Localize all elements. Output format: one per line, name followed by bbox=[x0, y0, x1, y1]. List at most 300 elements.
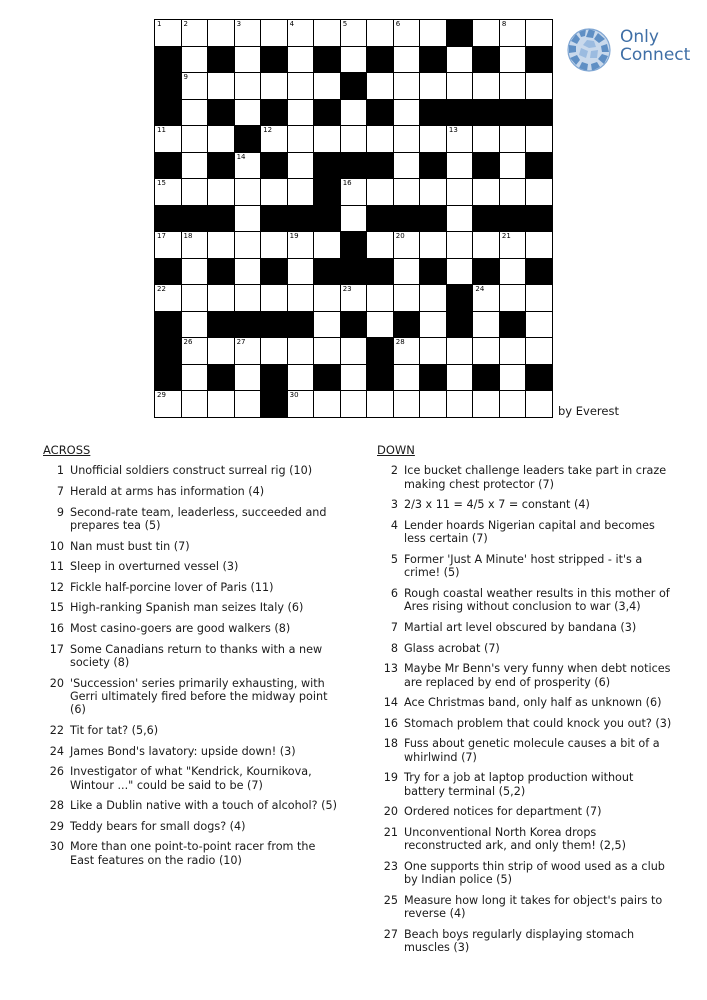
cell-number: 23 bbox=[342, 285, 352, 294]
grid-cell[interactable] bbox=[367, 126, 394, 153]
grid-cell[interactable] bbox=[394, 365, 421, 392]
clue-number: 25 bbox=[383, 893, 398, 907]
clue-text: 2/3 x 11 = 4/5 x 7 = constant (4) bbox=[404, 498, 590, 512]
across-clue-list bbox=[43, 464, 343, 867]
black-square bbox=[261, 47, 288, 74]
clue-text: Most casino-goers are good walkers (8) bbox=[70, 621, 291, 635]
grid-cell[interactable] bbox=[447, 153, 474, 180]
grid-cell[interactable] bbox=[500, 73, 527, 100]
grid-cell[interactable] bbox=[447, 179, 474, 206]
clue-text: Martial art level obscured by bandana (3) bbox=[404, 621, 637, 634]
grid-cell[interactable] bbox=[473, 232, 500, 259]
down-clue[interactable] bbox=[377, 771, 677, 798]
grid-cell[interactable] bbox=[526, 391, 553, 418]
black-square bbox=[526, 153, 553, 180]
black-square bbox=[420, 259, 447, 286]
grid-cell[interactable] bbox=[420, 312, 447, 339]
clue-text: Maybe Mr Benn's very funny when debt notices are replaced by end of prosperity (6) bbox=[404, 662, 671, 689]
clue-text: 'Succession' series primarily exhausting, with Gerri ultimately fired before the midway point (6) bbox=[70, 676, 328, 717]
grid-cell[interactable] bbox=[288, 365, 315, 392]
cell-number: 30 bbox=[289, 391, 299, 400]
cell-number: 13 bbox=[448, 126, 458, 135]
across-clue[interactable] bbox=[43, 820, 343, 833]
black-square bbox=[155, 259, 182, 286]
grid-cell[interactable] bbox=[526, 126, 553, 153]
cell-number: 26 bbox=[183, 338, 193, 347]
clue-text: Beach boys regularly displaying stomach muscles (3) bbox=[404, 927, 635, 955]
grid-cell[interactable] bbox=[420, 20, 447, 47]
grid-cell[interactable] bbox=[182, 47, 209, 74]
grid-cell[interactable] bbox=[394, 20, 421, 47]
black-square bbox=[314, 259, 341, 286]
grid-cell[interactable] bbox=[235, 100, 262, 127]
grid-cell[interactable] bbox=[288, 73, 315, 100]
grid-cell[interactable] bbox=[473, 179, 500, 206]
clue-text: Nan must bust tin (7) bbox=[70, 539, 190, 553]
down-clue[interactable] bbox=[377, 696, 677, 709]
grid-cell[interactable] bbox=[235, 285, 262, 312]
down-clue[interactable] bbox=[377, 805, 677, 818]
black-square bbox=[367, 100, 394, 127]
grid-cell[interactable] bbox=[314, 20, 341, 47]
grid-cell[interactable] bbox=[341, 20, 368, 47]
black-square bbox=[420, 206, 447, 233]
down-clue[interactable] bbox=[377, 928, 677, 955]
grid-cell[interactable] bbox=[394, 73, 421, 100]
black-square bbox=[155, 47, 182, 74]
grid-cell[interactable] bbox=[288, 100, 315, 127]
grid-cell[interactable] bbox=[341, 391, 368, 418]
grid-cell[interactable] bbox=[420, 391, 447, 418]
grid-cell[interactable] bbox=[208, 285, 235, 312]
across-clue[interactable] bbox=[43, 799, 343, 812]
black-square bbox=[314, 365, 341, 392]
grid-cell[interactable] bbox=[526, 338, 553, 365]
black-square bbox=[500, 312, 527, 339]
cell-number: 6 bbox=[395, 20, 401, 28]
grid-cell[interactable] bbox=[394, 153, 421, 180]
clue-number: 24 bbox=[49, 744, 64, 758]
clue-text: Ordered notices for department (7) bbox=[404, 805, 602, 819]
clue-text: Herald at arms has information (4) bbox=[70, 485, 265, 498]
grid-cell[interactable] bbox=[288, 47, 315, 74]
grid-cell[interactable] bbox=[526, 179, 553, 206]
clue-text: High-ranking Spanish man seizes Italy (6) bbox=[70, 601, 304, 615]
grid-cell[interactable] bbox=[394, 100, 421, 127]
black-square bbox=[261, 153, 288, 180]
grid-cell[interactable] bbox=[447, 206, 474, 233]
clue-text: Fickle half-porcine lover of Paris (11) bbox=[70, 580, 274, 594]
down-clue[interactable] bbox=[377, 553, 677, 580]
clue-number: 22 bbox=[49, 723, 64, 737]
down-clue[interactable] bbox=[377, 894, 677, 921]
grid-cell[interactable] bbox=[500, 20, 527, 47]
grid-cell[interactable] bbox=[155, 232, 182, 259]
clue-text: Sleep in overturned vessel (3) bbox=[70, 560, 239, 574]
grid-cell[interactable] bbox=[447, 126, 474, 153]
clue-number: 7 bbox=[390, 621, 398, 634]
grid-cell[interactable] bbox=[182, 20, 209, 47]
clue-text: Tit for tat? (5,6) bbox=[70, 723, 159, 737]
grid-cell[interactable] bbox=[447, 391, 474, 418]
grid-cell[interactable] bbox=[473, 391, 500, 418]
grid-cell[interactable] bbox=[473, 338, 500, 365]
grid-cell[interactable] bbox=[261, 179, 288, 206]
cell-number: 18 bbox=[183, 232, 193, 241]
grid-cell[interactable] bbox=[288, 338, 315, 365]
grid-cell[interactable] bbox=[394, 391, 421, 418]
grid-cell[interactable] bbox=[500, 259, 527, 286]
grid-cell[interactable] bbox=[208, 126, 235, 153]
grid-cell[interactable] bbox=[394, 126, 421, 153]
grid-cell[interactable] bbox=[341, 285, 368, 312]
clue-text: Some Canadians return to thanks with a new society (8) bbox=[70, 642, 323, 669]
black-square bbox=[155, 100, 182, 127]
grid-cell[interactable] bbox=[261, 126, 288, 153]
clue-text: Ice bucket challenge leaders take part in craze making chest protector (7) bbox=[404, 464, 667, 491]
logo-line-1: Only bbox=[620, 27, 659, 47]
grid-cell[interactable] bbox=[341, 179, 368, 206]
grid-cell[interactable] bbox=[447, 259, 474, 286]
clue-number: 29 bbox=[49, 819, 64, 833]
black-square bbox=[473, 206, 500, 233]
across-clues bbox=[43, 444, 343, 874]
across-heading: ACROSS bbox=[43, 443, 91, 457]
grid-cell[interactable] bbox=[208, 391, 235, 418]
grid-cell[interactable] bbox=[261, 73, 288, 100]
grid-cell[interactable] bbox=[447, 73, 474, 100]
black-square bbox=[314, 153, 341, 180]
black-square bbox=[182, 206, 209, 233]
grid-cell[interactable] bbox=[288, 20, 315, 47]
grid-cell[interactable] bbox=[394, 338, 421, 365]
across-clue[interactable] bbox=[43, 506, 343, 533]
down-clue[interactable] bbox=[377, 662, 677, 689]
grid-cell[interactable] bbox=[182, 312, 209, 339]
black-square bbox=[341, 73, 368, 100]
grid-cell[interactable] bbox=[182, 126, 209, 153]
black-square bbox=[420, 100, 447, 127]
black-square bbox=[155, 365, 182, 392]
grid-cell[interactable] bbox=[288, 391, 315, 418]
black-square bbox=[314, 179, 341, 206]
grid-cell[interactable] bbox=[420, 126, 447, 153]
down-clue[interactable] bbox=[377, 826, 677, 853]
grid-cell[interactable] bbox=[182, 73, 209, 100]
across-clue[interactable] bbox=[43, 643, 343, 670]
across-clue[interactable] bbox=[43, 724, 343, 737]
clue-text: Stomach problem that could knock you out? (3) bbox=[404, 716, 672, 730]
grid-cell[interactable] bbox=[288, 153, 315, 180]
grid-cell[interactable] bbox=[314, 126, 341, 153]
grid-cell[interactable] bbox=[367, 20, 394, 47]
across-clue[interactable] bbox=[43, 485, 343, 498]
across-clue[interactable] bbox=[43, 560, 343, 573]
grid-cell[interactable] bbox=[473, 312, 500, 339]
grid-cell[interactable] bbox=[526, 232, 553, 259]
grid-cell[interactable] bbox=[288, 126, 315, 153]
grid-cell[interactable] bbox=[261, 20, 288, 47]
grid-cell[interactable] bbox=[447, 365, 474, 392]
grid-cell[interactable] bbox=[447, 338, 474, 365]
grid-cell[interactable] bbox=[155, 285, 182, 312]
black-square bbox=[208, 365, 235, 392]
grid-cell[interactable] bbox=[235, 259, 262, 286]
black-square bbox=[261, 206, 288, 233]
grid-cell[interactable] bbox=[420, 285, 447, 312]
across-clue[interactable] bbox=[43, 677, 343, 717]
down-clue[interactable] bbox=[377, 519, 677, 546]
grid-cell[interactable] bbox=[367, 73, 394, 100]
clue-text: One supports thin strip of wood used as a club by Indian police (5) bbox=[404, 859, 665, 887]
black-square bbox=[155, 312, 182, 339]
grid-cell[interactable] bbox=[394, 285, 421, 312]
grid-cell[interactable] bbox=[394, 259, 421, 286]
across-clue[interactable] bbox=[43, 464, 343, 477]
grid-cell[interactable] bbox=[420, 179, 447, 206]
cell-number: 16 bbox=[342, 179, 352, 188]
grid-cell[interactable] bbox=[182, 259, 209, 286]
clue-number: 14 bbox=[383, 696, 398, 710]
clue-number: 2 bbox=[390, 464, 398, 478]
across-clue[interactable] bbox=[43, 581, 343, 594]
grid-cell[interactable] bbox=[394, 47, 421, 74]
grid-cell[interactable] bbox=[314, 338, 341, 365]
cell-number: 15 bbox=[157, 179, 166, 188]
grid-cell[interactable] bbox=[526, 312, 553, 339]
grid-cell[interactable] bbox=[341, 206, 368, 233]
clue-text: Unofficial soldiers construct surreal rig (10) bbox=[70, 464, 313, 478]
black-square bbox=[314, 206, 341, 233]
clue-number: 7 bbox=[56, 485, 64, 498]
grid-cell[interactable] bbox=[155, 391, 182, 418]
crossword-grid[interactable] bbox=[154, 19, 553, 418]
black-square bbox=[526, 206, 553, 233]
black-square bbox=[473, 100, 500, 127]
grid-cell[interactable] bbox=[341, 100, 368, 127]
clue-text: Like a Dublin native with a touch of alcohol? (5) bbox=[70, 799, 337, 813]
black-square bbox=[447, 285, 474, 312]
grid-cell[interactable] bbox=[500, 338, 527, 365]
grid-cell[interactable] bbox=[288, 179, 315, 206]
grid-cell[interactable] bbox=[314, 285, 341, 312]
grid-cell[interactable] bbox=[473, 285, 500, 312]
grid-cell[interactable] bbox=[500, 179, 527, 206]
grid-cell[interactable] bbox=[182, 285, 209, 312]
black-square bbox=[261, 312, 288, 339]
clue-number: 20 bbox=[49, 676, 64, 690]
grid-cell[interactable] bbox=[235, 206, 262, 233]
black-square bbox=[447, 100, 474, 127]
grid-cell[interactable] bbox=[261, 232, 288, 259]
down-clue[interactable] bbox=[377, 587, 677, 614]
cell-number: 14 bbox=[236, 152, 246, 161]
grid-cell[interactable] bbox=[235, 73, 262, 100]
across-clue[interactable] bbox=[43, 840, 343, 867]
black-square bbox=[473, 365, 500, 392]
down-clue[interactable] bbox=[377, 498, 677, 511]
down-clue[interactable] bbox=[377, 860, 677, 887]
grid-cell[interactable] bbox=[314, 232, 341, 259]
grid-cell[interactable] bbox=[500, 47, 527, 74]
clue-number: 3 bbox=[390, 498, 398, 512]
clue-text: Former 'Just A Minute' host stripped - it's a crime! (5) bbox=[404, 553, 643, 580]
grid-cell[interactable] bbox=[447, 47, 474, 74]
grid-cell[interactable] bbox=[500, 232, 527, 259]
grid-cell[interactable] bbox=[288, 285, 315, 312]
grid-cell[interactable] bbox=[473, 20, 500, 47]
grid-cell[interactable] bbox=[235, 338, 262, 365]
grid-cell[interactable] bbox=[208, 338, 235, 365]
grid-cell[interactable] bbox=[341, 126, 368, 153]
grid-cell[interactable] bbox=[155, 126, 182, 153]
grid-cell[interactable] bbox=[473, 126, 500, 153]
down-clue[interactable] bbox=[377, 737, 677, 764]
black-square bbox=[526, 365, 553, 392]
grid-cell[interactable] bbox=[500, 126, 527, 153]
grid-cell[interactable] bbox=[367, 179, 394, 206]
black-square bbox=[341, 259, 368, 286]
grid-cell[interactable] bbox=[526, 20, 553, 47]
grid-cell[interactable] bbox=[182, 338, 209, 365]
grid-cell[interactable] bbox=[208, 232, 235, 259]
grid-cell[interactable] bbox=[341, 47, 368, 74]
clue-number: 5 bbox=[390, 553, 398, 566]
grid-cell[interactable] bbox=[500, 153, 527, 180]
grid-cell[interactable] bbox=[235, 391, 262, 418]
grid-cell[interactable] bbox=[367, 312, 394, 339]
black-square bbox=[155, 73, 182, 100]
grid-cell[interactable] bbox=[341, 338, 368, 365]
down-clue[interactable] bbox=[377, 464, 677, 491]
cell-number: 24 bbox=[475, 285, 485, 294]
grid-cell[interactable] bbox=[155, 179, 182, 206]
grid-cell[interactable] bbox=[526, 73, 553, 100]
grid-cell[interactable] bbox=[288, 232, 315, 259]
across-clue[interactable] bbox=[43, 745, 343, 758]
clue-text: More than one point-to-point racer from the East features on the radio (10) bbox=[70, 840, 316, 867]
grid-cell[interactable] bbox=[208, 179, 235, 206]
grid-cell[interactable] bbox=[208, 73, 235, 100]
grid-cell[interactable] bbox=[500, 285, 527, 312]
grid-cell[interactable] bbox=[182, 232, 209, 259]
black-square bbox=[394, 312, 421, 339]
down-clue[interactable] bbox=[377, 621, 677, 634]
clue-text: James Bond's lavatory: upside down! (3) bbox=[70, 744, 296, 758]
black-square bbox=[208, 153, 235, 180]
grid-cell[interactable] bbox=[235, 232, 262, 259]
grid-cell[interactable] bbox=[500, 391, 527, 418]
black-square bbox=[155, 153, 182, 180]
grid-cell[interactable] bbox=[420, 338, 447, 365]
clue-number: 10 bbox=[49, 539, 64, 553]
clue-number: 18 bbox=[383, 737, 398, 751]
grid-cell[interactable] bbox=[235, 20, 262, 47]
grid-cell[interactable] bbox=[420, 232, 447, 259]
cell-number: 2 bbox=[183, 20, 188, 28]
grid-cell[interactable] bbox=[394, 232, 421, 259]
grid-cell[interactable] bbox=[182, 391, 209, 418]
black-square bbox=[208, 259, 235, 286]
grid-cell[interactable] bbox=[155, 20, 182, 47]
black-square bbox=[261, 259, 288, 286]
clue-number: 1 bbox=[56, 464, 64, 478]
down-clues bbox=[377, 444, 677, 962]
grid-cell[interactable] bbox=[367, 232, 394, 259]
clue-number: 11 bbox=[49, 560, 64, 574]
grid-cell[interactable] bbox=[182, 153, 209, 180]
across-clue[interactable] bbox=[43, 601, 343, 614]
grid-cell[interactable] bbox=[288, 259, 315, 286]
clue-text: Measure how long it takes for object's pairs to reverse (4) bbox=[404, 893, 663, 921]
black-square bbox=[341, 312, 368, 339]
black-square bbox=[500, 206, 527, 233]
clue-number: 21 bbox=[383, 825, 398, 839]
grid-cell[interactable] bbox=[473, 73, 500, 100]
grid-cell[interactable] bbox=[500, 365, 527, 392]
grid-cell[interactable] bbox=[182, 365, 209, 392]
clue-number: 27 bbox=[383, 927, 398, 941]
clue-text: Glass acrobat (7) bbox=[404, 641, 500, 655]
grid-cell[interactable] bbox=[235, 153, 262, 180]
grid-cell[interactable] bbox=[341, 365, 368, 392]
black-square bbox=[473, 153, 500, 180]
grid-cell[interactable] bbox=[367, 391, 394, 418]
grid-cell[interactable] bbox=[314, 73, 341, 100]
cell-number: 3 bbox=[236, 20, 242, 28]
clue-number: 16 bbox=[383, 716, 398, 730]
cell-number: 27 bbox=[236, 338, 246, 347]
black-square bbox=[367, 365, 394, 392]
down-clue[interactable] bbox=[377, 717, 677, 730]
grid-cell[interactable] bbox=[314, 312, 341, 339]
black-square bbox=[208, 100, 235, 127]
grid-cell[interactable] bbox=[235, 179, 262, 206]
grid-cell[interactable] bbox=[447, 232, 474, 259]
grid-cell[interactable] bbox=[394, 179, 421, 206]
across-clue[interactable] bbox=[43, 540, 343, 553]
grid-cell[interactable] bbox=[526, 285, 553, 312]
black-square bbox=[235, 126, 262, 153]
clue-number: 13 bbox=[383, 662, 398, 676]
grid-cell[interactable] bbox=[235, 365, 262, 392]
black-square bbox=[500, 100, 527, 127]
across-clue[interactable] bbox=[43, 765, 343, 792]
black-square bbox=[367, 206, 394, 233]
grid-cell[interactable] bbox=[314, 391, 341, 418]
grid-cell[interactable] bbox=[235, 47, 262, 74]
clue-number: 23 bbox=[383, 859, 398, 873]
black-square bbox=[473, 259, 500, 286]
black-square bbox=[526, 100, 553, 127]
grid-cell[interactable] bbox=[208, 20, 235, 47]
black-square bbox=[155, 206, 182, 233]
black-square bbox=[473, 47, 500, 74]
grid-cell[interactable] bbox=[261, 285, 288, 312]
grid-cell[interactable] bbox=[261, 338, 288, 365]
black-square bbox=[208, 312, 235, 339]
cell-number: 22 bbox=[157, 285, 166, 294]
grid-cell[interactable] bbox=[420, 73, 447, 100]
clue-text: Teddy bears for small dogs? (4) bbox=[70, 819, 246, 833]
across-clue[interactable] bbox=[43, 622, 343, 635]
grid-cell[interactable] bbox=[182, 179, 209, 206]
down-clue[interactable] bbox=[377, 642, 677, 655]
grid-cell[interactable] bbox=[367, 285, 394, 312]
cell-number: 7 bbox=[448, 20, 454, 28]
black-square bbox=[367, 47, 394, 74]
grid-cell[interactable] bbox=[182, 100, 209, 127]
